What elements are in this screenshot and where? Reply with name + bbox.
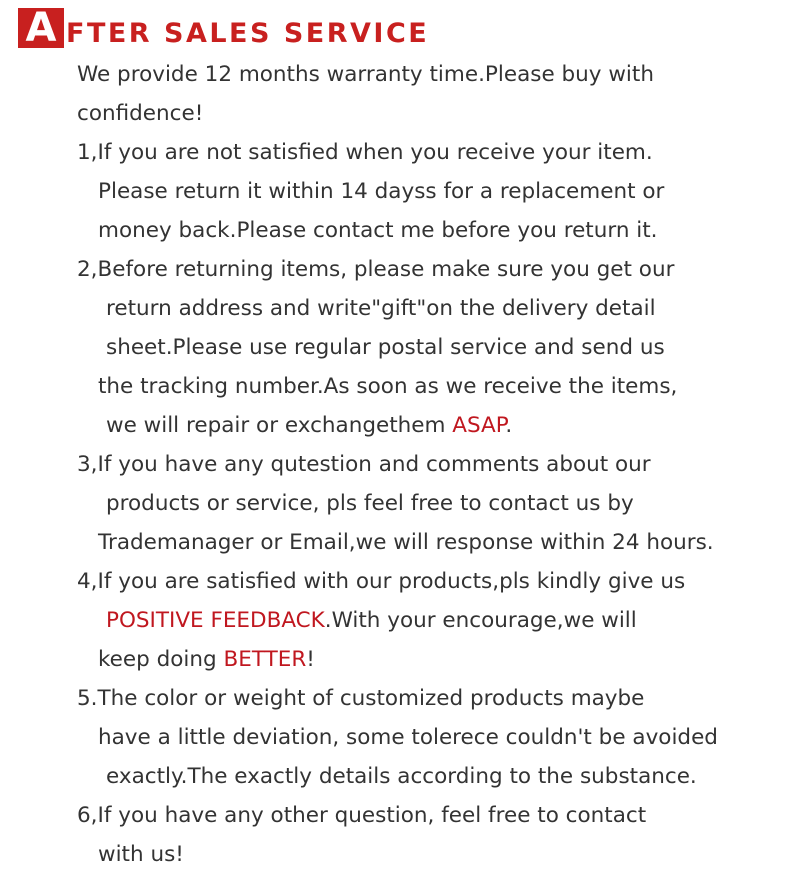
better-highlight: BETTER	[223, 647, 307, 672]
item-2-text: we will repair or exchangethem	[106, 413, 453, 438]
item-4-text: .With your encourage,we will	[324, 608, 637, 633]
item-1-line: 1,If you are not satisfied when you receive your item.	[77, 140, 653, 165]
item-3-line: products or service, pls feel free to contact us by	[106, 491, 634, 516]
item-2-line: 2,Before returning items, please make sure you get our	[77, 257, 675, 282]
intro-line: confidence!	[77, 101, 204, 126]
positive-feedback-highlight: POSITIVE FEEDBACK	[106, 608, 325, 633]
item-2-line: return address and write"gift"on the delivery detail	[106, 296, 656, 321]
item-1-line: money back.Please contact me before you return it.	[98, 218, 658, 243]
item-2-line: the tracking number.As soon as we receive the items,	[98, 374, 678, 399]
item-3-line: Trademanager or Email,we will response within 24 hours.	[98, 530, 714, 555]
item-4-line	[106, 607, 637, 635]
item-4-line: 4,If you are satisfied with our products,pls kindly give us	[77, 569, 686, 594]
item-5-line: have a little deviation, some tolerece couldn't be avoided	[98, 725, 718, 750]
item-3-line: 3,If you have any qutestion and comments about our	[77, 452, 651, 477]
item-4-text: !	[306, 647, 315, 672]
item-4-line	[98, 646, 315, 674]
item-4-text: keep doing	[98, 647, 224, 672]
item-5-line: exactly.The exactly details according to the substance.	[106, 764, 697, 789]
item-6-line: with us!	[98, 842, 184, 867]
item-5-line: 5.The color or weight of customized products maybe	[77, 686, 645, 711]
intro-line: We provide 12 months warranty time.Please buy with	[77, 62, 654, 87]
asap-highlight: ASAP	[452, 413, 506, 438]
header-initial-block: A	[18, 8, 64, 48]
header-title: FTER SALES SERVICE	[66, 18, 430, 49]
item-2-line: sheet.Please use regular postal service and send us	[106, 335, 665, 360]
item-2-text: .	[505, 413, 513, 438]
item-2-line	[106, 412, 512, 440]
item-1-line: Please return it within 14 dayss for a replacement or	[98, 179, 665, 204]
item-6-line: 6,If you have any other question, feel free to contact	[77, 803, 647, 828]
